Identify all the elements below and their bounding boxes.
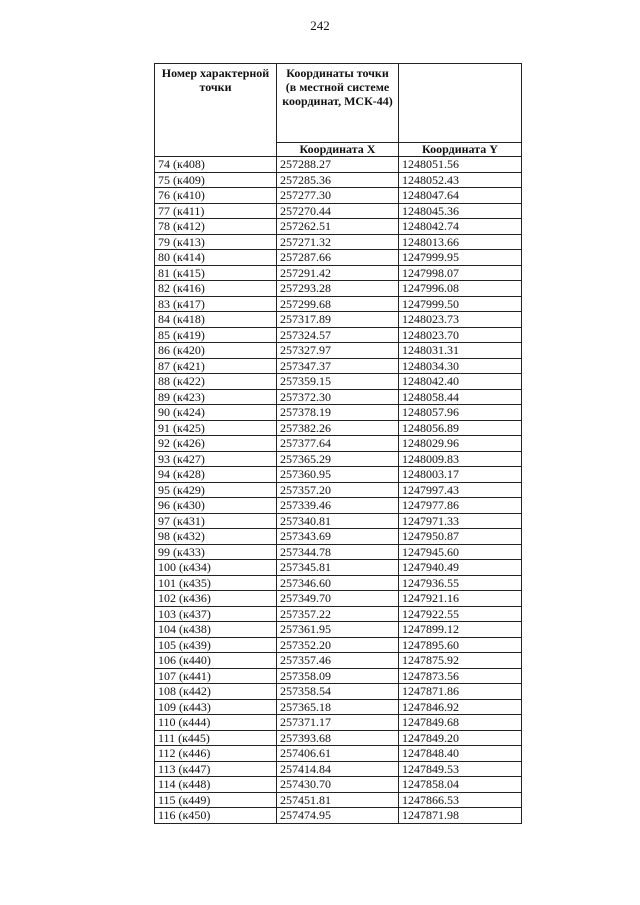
cell-coord-x: 257347.37 (277, 358, 399, 374)
cell-coord-x: 257371.17 (277, 715, 399, 731)
table-row (155, 389, 522, 405)
cell-point-number: 104 (к438) (155, 622, 277, 638)
cell-coord-x: 257344.78 (277, 544, 399, 560)
table-row (155, 792, 522, 808)
cell-coord-y: 1247921.16 (399, 591, 522, 607)
cell-coord-x: 257406.61 (277, 746, 399, 762)
header-coord-y: Координата Y (399, 143, 522, 157)
cell-point-number: 100 (к434) (155, 560, 277, 576)
cell-coord-x: 257357.46 (277, 653, 399, 669)
cell-coord-x: 257345.81 (277, 560, 399, 576)
cell-coord-y: 1248042.74 (399, 219, 522, 235)
cell-point-number: 78 (к412) (155, 219, 277, 235)
cell-coord-x: 257377.64 (277, 436, 399, 452)
table-row (155, 529, 522, 545)
table-row (155, 560, 522, 576)
cell-coord-y: 1248009.83 (399, 451, 522, 467)
table-row (155, 699, 522, 715)
cell-coord-y: 1248029.96 (399, 436, 522, 452)
cell-coord-x: 257378.19 (277, 405, 399, 421)
table-row (155, 234, 522, 250)
cell-coord-x: 257340.81 (277, 513, 399, 529)
cell-coord-x: 257358.09 (277, 668, 399, 684)
cell-coord-x: 257299.68 (277, 296, 399, 312)
table-row (155, 436, 522, 452)
cell-point-number: 102 (к436) (155, 591, 277, 607)
table-row (155, 746, 522, 762)
cell-point-number: 97 (к431) (155, 513, 277, 529)
cell-coord-y: 1247849.53 (399, 761, 522, 777)
cell-coord-x: 257365.18 (277, 699, 399, 715)
cell-coord-x: 257288.27 (277, 157, 399, 173)
cell-coord-y: 1248047.64 (399, 188, 522, 204)
cell-coord-x: 257343.69 (277, 529, 399, 545)
table-row (155, 777, 522, 793)
cell-coord-y: 1247873.56 (399, 668, 522, 684)
cell-point-number: 91 (к425) (155, 420, 277, 436)
cell-point-number: 107 (к441) (155, 668, 277, 684)
cell-point-number: 77 (к411) (155, 203, 277, 219)
cell-coord-y: 1247996.08 (399, 281, 522, 297)
cell-coord-y: 1247950.87 (399, 529, 522, 545)
cell-point-number: 88 (к422) (155, 374, 277, 390)
table-row (155, 575, 522, 591)
table-row (155, 482, 522, 498)
table-row (155, 653, 522, 669)
cell-coord-x: 257352.20 (277, 637, 399, 653)
table-row (155, 203, 522, 219)
cell-coord-y: 1247940.49 (399, 560, 522, 576)
table-row (155, 296, 522, 312)
table-row (155, 172, 522, 188)
cell-coord-x: 257372.30 (277, 389, 399, 405)
cell-coord-x: 257451.81 (277, 792, 399, 808)
header-coordinates: Координаты точки (в местной системе координат, МСК-44) (277, 64, 399, 143)
cell-point-number: 108 (к442) (155, 684, 277, 700)
cell-point-number: 109 (к443) (155, 699, 277, 715)
cell-coord-y: 1247971.33 (399, 513, 522, 529)
header-row (155, 64, 522, 143)
cell-coord-y: 1247848.40 (399, 746, 522, 762)
cell-coord-y: 1248057.96 (399, 405, 522, 421)
cell-coord-x: 257382.26 (277, 420, 399, 436)
cell-point-number: 103 (к437) (155, 606, 277, 622)
cell-point-number: 99 (к433) (155, 544, 277, 560)
cell-coord-y: 1247849.68 (399, 715, 522, 731)
cell-point-number: 110 (к444) (155, 715, 277, 731)
cell-coord-x: 257262.51 (277, 219, 399, 235)
cell-coord-y: 1247871.86 (399, 684, 522, 700)
cell-point-number: 84 (к418) (155, 312, 277, 328)
table-row (155, 157, 522, 173)
cell-coord-x: 257357.22 (277, 606, 399, 622)
table-header (155, 64, 522, 157)
table-row (155, 544, 522, 560)
cell-point-number: 114 (к448) (155, 777, 277, 793)
cell-point-number: 85 (к419) (155, 327, 277, 343)
cell-coord-y: 1247858.04 (399, 777, 522, 793)
cell-coord-x: 257293.28 (277, 281, 399, 297)
table-row (155, 405, 522, 421)
cell-point-number: 106 (к440) (155, 653, 277, 669)
cell-coord-y: 1247936.55 (399, 575, 522, 591)
cell-point-number: 92 (к426) (155, 436, 277, 452)
table-row (155, 312, 522, 328)
cell-point-number: 82 (к416) (155, 281, 277, 297)
cell-point-number: 81 (к415) (155, 265, 277, 281)
cell-coord-y: 1248052.43 (399, 172, 522, 188)
cell-coord-y: 1247849.20 (399, 730, 522, 746)
cell-coord-x: 257271.32 (277, 234, 399, 250)
cell-coord-x: 257291.42 (277, 265, 399, 281)
cell-coord-x: 257360.95 (277, 467, 399, 483)
table-row (155, 637, 522, 653)
coordinates-table (154, 63, 522, 824)
cell-coord-y: 1247999.95 (399, 250, 522, 266)
cell-coord-x: 257349.70 (277, 591, 399, 607)
cell-point-number: 87 (к421) (155, 358, 277, 374)
table-row (155, 730, 522, 746)
header-blank-cell (399, 64, 522, 143)
cell-coord-y: 1247998.07 (399, 265, 522, 281)
cell-coord-y: 1248056.89 (399, 420, 522, 436)
cell-coord-x: 257359.15 (277, 374, 399, 390)
table-row (155, 808, 522, 824)
cell-coord-y: 1247866.53 (399, 792, 522, 808)
cell-point-number: 113 (к447) (155, 761, 277, 777)
cell-coord-x: 257393.68 (277, 730, 399, 746)
table-row (155, 622, 522, 638)
cell-coord-y: 1248023.73 (399, 312, 522, 328)
cell-point-number: 79 (к413) (155, 234, 277, 250)
cell-coord-x: 257414.84 (277, 761, 399, 777)
header-point-number: Номер характерной точки (155, 64, 277, 157)
table-row (155, 188, 522, 204)
cell-coord-x: 257317.89 (277, 312, 399, 328)
cell-coord-x: 257327.97 (277, 343, 399, 359)
cell-coord-y: 1248034.30 (399, 358, 522, 374)
cell-coord-x: 257287.66 (277, 250, 399, 266)
table-row (155, 498, 522, 514)
cell-point-number: 98 (к432) (155, 529, 277, 545)
cell-coord-y: 1247875.92 (399, 653, 522, 669)
cell-point-number: 116 (к450) (155, 808, 277, 824)
cell-coord-x: 257365.29 (277, 451, 399, 467)
table-row (155, 761, 522, 777)
cell-point-number: 94 (к428) (155, 467, 277, 483)
cell-point-number: 89 (к423) (155, 389, 277, 405)
cell-point-number: 80 (к414) (155, 250, 277, 266)
table-row (155, 606, 522, 622)
cell-coord-y: 1247945.60 (399, 544, 522, 560)
table-row (155, 668, 522, 684)
cell-coord-x: 257346.60 (277, 575, 399, 591)
cell-coord-y: 1247871.98 (399, 808, 522, 824)
cell-coord-y: 1248031.31 (399, 343, 522, 359)
table-row (155, 513, 522, 529)
cell-point-number: 95 (к429) (155, 482, 277, 498)
table-row (155, 250, 522, 266)
table-row (155, 219, 522, 235)
cell-point-number: 112 (к446) (155, 746, 277, 762)
cell-point-number: 111 (к445) (155, 730, 277, 746)
cell-point-number: 105 (к439) (155, 637, 277, 653)
table-row (155, 343, 522, 359)
table-row (155, 281, 522, 297)
cell-coord-y: 1248023.70 (399, 327, 522, 343)
cell-coord-y: 1247922.55 (399, 606, 522, 622)
cell-coord-y: 1248013.66 (399, 234, 522, 250)
cell-coord-y: 1247895.60 (399, 637, 522, 653)
header-coord-x: Координата X (277, 143, 399, 157)
cell-point-number: 76 (к410) (155, 188, 277, 204)
cell-coord-y: 1247999.50 (399, 296, 522, 312)
page-number: 242 (310, 18, 330, 33)
table-row (155, 327, 522, 343)
cell-coord-y: 1248003.17 (399, 467, 522, 483)
table-row (155, 358, 522, 374)
cell-coord-y: 1248045.36 (399, 203, 522, 219)
cell-point-number: 90 (к424) (155, 405, 277, 421)
cell-point-number: 83 (к417) (155, 296, 277, 312)
cell-coord-y: 1248042.40 (399, 374, 522, 390)
table-row (155, 684, 522, 700)
cell-coord-x: 257339.46 (277, 498, 399, 514)
cell-point-number: 75 (к409) (155, 172, 277, 188)
table-body (155, 157, 522, 824)
cell-point-number: 101 (к435) (155, 575, 277, 591)
cell-coord-x: 257277.30 (277, 188, 399, 204)
cell-coord-x: 257430.70 (277, 777, 399, 793)
cell-coord-x: 257474.95 (277, 808, 399, 824)
cell-point-number: 86 (к420) (155, 343, 277, 359)
cell-coord-x: 257358.54 (277, 684, 399, 700)
table-row (155, 420, 522, 436)
table-row (155, 591, 522, 607)
cell-coord-y: 1247899.12 (399, 622, 522, 638)
cell-coord-x: 257324.57 (277, 327, 399, 343)
cell-coord-x: 257270.44 (277, 203, 399, 219)
cell-point-number: 74 (к408) (155, 157, 277, 173)
cell-coord-y: 1247977.86 (399, 498, 522, 514)
cell-coord-x: 257285.36 (277, 172, 399, 188)
table-row (155, 467, 522, 483)
cell-coord-y: 1248051.56 (399, 157, 522, 173)
cell-coord-y: 1247846.92 (399, 699, 522, 715)
table-row (155, 374, 522, 390)
cell-coord-y: 1247997.43 (399, 482, 522, 498)
cell-point-number: 93 (к427) (155, 451, 277, 467)
table-row (155, 265, 522, 281)
cell-coord-y: 1248058.44 (399, 389, 522, 405)
table-row (155, 715, 522, 731)
cell-point-number: 96 (к430) (155, 498, 277, 514)
table-row (155, 451, 522, 467)
cell-coord-x: 257361.95 (277, 622, 399, 638)
cell-coord-x: 257357.20 (277, 482, 399, 498)
cell-point-number: 115 (к449) (155, 792, 277, 808)
